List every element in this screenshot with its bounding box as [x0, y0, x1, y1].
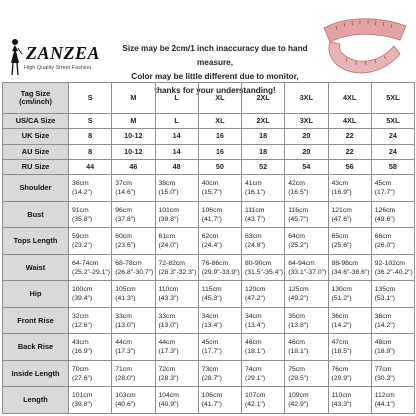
measurement-cell: [69, 307, 112, 334]
inch-value: (41.7"): [201, 215, 222, 223]
cm-value: 47cm: [331, 339, 349, 347]
cm-value: 70cm: [72, 365, 89, 373]
inch-value: (13.0"): [115, 321, 136, 329]
size-cell: M: [112, 83, 155, 114]
cm-value: 46cm: [288, 339, 305, 347]
cm-value: 101cm: [72, 392, 93, 400]
measurement-row: [3, 254, 415, 281]
measurement-row: [3, 175, 415, 202]
inch-value: (13.8"): [288, 321, 309, 329]
measurement-cell: [155, 307, 198, 334]
inch-value: (39.4"): [72, 295, 93, 303]
measurement-cell: [69, 360, 112, 387]
measurement-cell: [328, 307, 371, 334]
cm-value: 45cm: [201, 339, 219, 347]
cm-value: 84-94cm: [288, 259, 315, 267]
inch-value: (42.9"): [288, 401, 309, 409]
row-label: RU Size: [3, 159, 69, 174]
inch-value: (45.3"): [201, 295, 222, 303]
measurement-cell: [328, 175, 371, 202]
measurement-cell: [328, 334, 371, 361]
measurement-cell: [198, 307, 241, 334]
measurement-cell: [155, 281, 198, 308]
measurement-cell: [285, 334, 328, 361]
inch-value: (18.1"): [245, 348, 266, 356]
row-label: UK Size: [3, 129, 69, 144]
brand-logo: [4, 30, 104, 76]
measurement-cell: [198, 228, 241, 255]
inch-value: (53.1"): [374, 295, 395, 303]
size-cell: L: [155, 83, 198, 114]
measurement-row: [3, 201, 415, 228]
row-label: Inside Length: [3, 360, 69, 387]
inch-value: (28.3"): [158, 374, 179, 382]
inch-value: (45.7"): [288, 215, 309, 223]
measurement-cell: [285, 281, 328, 308]
measurement-row: [3, 360, 415, 387]
cm-value: 34cm: [245, 312, 262, 320]
inch-value: (28.3"-32.3"): [158, 268, 197, 276]
cm-value: 59cm: [72, 233, 89, 241]
cm-value: 36cm: [331, 312, 349, 320]
cm-value: 44cm: [115, 339, 132, 347]
measurement-cell: [198, 254, 241, 281]
cm-value: 68-78cm: [115, 259, 142, 267]
measurement-cell: [371, 254, 414, 281]
measurement-cell: [328, 281, 371, 308]
inch-value: (16.1"): [245, 189, 266, 197]
cm-value: 130cm: [331, 286, 352, 294]
cm-value: 46cm: [245, 339, 262, 347]
measurement-cell: [328, 254, 371, 281]
size-cell: 2XL: [242, 113, 285, 128]
size-cell: 52: [242, 159, 285, 174]
inch-value: (12.6"): [72, 321, 93, 329]
inch-value: (28.0"): [115, 374, 136, 382]
measurement-cell: [69, 254, 112, 281]
size-cell: 58: [371, 159, 414, 174]
inch-value: (14.6"): [115, 189, 136, 197]
inch-value: (15.7"): [201, 189, 222, 197]
measurement-row: [3, 387, 415, 414]
size-cell: 2XL: [242, 83, 285, 114]
notice-line: Size may be 2cm/1 inch inaccuracy due to hand measure,: [122, 44, 308, 67]
cm-value: 88-98cm: [331, 259, 358, 267]
cm-value: 110cm: [331, 392, 352, 400]
inch-value: (33.1"-37.0"): [288, 268, 327, 276]
brand-name: ZANZEA: [26, 43, 101, 63]
cm-value: 36cm: [72, 180, 89, 188]
inch-value: (36.2"-40.2"): [374, 268, 413, 276]
size-cell: 3XL: [285, 113, 328, 128]
measurement-cell: [155, 228, 198, 255]
measurement-cell: [69, 228, 112, 255]
size-cell: XL: [198, 83, 241, 114]
cm-value: 44cm: [158, 339, 176, 347]
measurement-cell: [285, 387, 328, 414]
cm-value: 135cm: [374, 286, 396, 294]
cm-value: 115cm: [201, 286, 222, 294]
inch-value: (25.2"): [288, 242, 309, 250]
cm-value: 36cm: [374, 312, 392, 320]
inch-value: (35.8"): [72, 215, 93, 223]
cm-value: 96cm: [115, 206, 132, 214]
inch-value: (42.1"): [245, 401, 266, 409]
measurement-cell: [242, 281, 285, 308]
inch-value: (14.2"): [72, 189, 93, 197]
inch-value: (23.6"): [115, 242, 136, 250]
measurement-cell: [285, 360, 328, 387]
inch-value: (24.0"): [158, 242, 179, 250]
inch-value: (25.2"-29.1"): [72, 268, 111, 276]
size-cell: S: [69, 83, 112, 114]
cm-value: 91cm: [72, 206, 89, 214]
cm-value: 104cm: [158, 392, 179, 400]
measurement-cell: [155, 175, 198, 202]
cm-value: 112cm: [374, 392, 395, 400]
row-label: Length: [3, 387, 69, 414]
cm-value: 103cm: [115, 392, 136, 400]
cm-value: 121cm: [331, 206, 352, 214]
inch-value: (18.9"): [374, 348, 395, 356]
cm-value: 33cm: [115, 312, 132, 320]
size-cell: 24: [371, 129, 414, 144]
inch-value: (17.3"): [158, 348, 179, 356]
size-cell: 22: [328, 129, 371, 144]
cm-value: 38cm: [158, 180, 176, 188]
cm-value: 75cm: [288, 365, 305, 373]
cm-value: 34cm: [201, 312, 219, 320]
measurement-cell: [371, 201, 414, 228]
inch-value: (18.5"): [331, 348, 352, 356]
measurement-cell: [198, 175, 241, 202]
cm-value: 41cm: [245, 180, 262, 188]
measurement-row: [3, 281, 415, 308]
measurement-cell: [371, 307, 414, 334]
row-label: Bust: [3, 201, 69, 228]
cm-value: 60cm: [115, 233, 132, 241]
row-label: US/CA Size: [3, 113, 69, 128]
inch-value: (28.7"): [201, 374, 222, 382]
cm-value: 100cm: [72, 286, 93, 294]
cm-value: 125cm: [288, 286, 309, 294]
row-label: Tops Length: [3, 228, 69, 255]
measurement-cell: [242, 360, 285, 387]
size-row: [3, 129, 415, 144]
inch-value: (14.2"): [374, 321, 395, 329]
measurement-cell: [328, 228, 371, 255]
size-cell: XL: [198, 113, 241, 128]
inch-value: (25.6"): [331, 242, 352, 250]
measurement-row: [3, 334, 415, 361]
measurement-cell: [69, 334, 112, 361]
row-label: AU Size: [3, 144, 69, 159]
inch-value: (41.7"): [201, 401, 222, 409]
inch-value: (29.9"-33.9"): [201, 268, 240, 276]
inch-value: (29.5"): [288, 374, 309, 382]
cm-value: 42cm: [288, 180, 305, 188]
row-label: Tag Size (cm/inch): [3, 83, 69, 114]
cm-value: 101cm: [158, 206, 179, 214]
measurement-cell: [112, 387, 155, 414]
row-label: Back Rise: [3, 334, 69, 361]
size-cell: 24: [371, 144, 414, 159]
row-label: Shoulder: [3, 175, 69, 202]
inch-value: (43.7"): [245, 215, 266, 223]
row-label: Hip: [3, 281, 69, 308]
measurement-cell: [371, 281, 414, 308]
measurement-cell: [328, 201, 371, 228]
inch-value: (29.9"): [331, 374, 352, 382]
size-cell: 56: [328, 159, 371, 174]
measurement-cell: [155, 254, 198, 281]
cm-value: 37cm: [115, 180, 132, 188]
measurement-cell: [198, 281, 241, 308]
size-row: [3, 159, 415, 174]
measurement-cell: [285, 228, 328, 255]
cm-value: 110cm: [158, 286, 179, 294]
cm-value: 35cm: [288, 312, 305, 320]
measurement-cell: [198, 201, 241, 228]
cm-value: 126cm: [374, 206, 396, 214]
measurement-cell: [112, 201, 155, 228]
size-cell: 18: [242, 129, 285, 144]
inch-value: (43.3"): [331, 401, 352, 409]
measurement-cell: [285, 175, 328, 202]
measurement-cell: [371, 228, 414, 255]
size-cell: 5XL: [371, 113, 414, 128]
size-cell: 3XL: [285, 83, 328, 114]
cm-value: 33cm: [158, 312, 176, 320]
measurement-cell: [371, 334, 414, 361]
measurement-cell: [112, 281, 155, 308]
cm-value: 43cm: [331, 180, 349, 188]
size-row: [3, 144, 415, 159]
inch-value: (17.7"): [201, 348, 222, 356]
inch-value: (23.2"): [72, 242, 93, 250]
measurement-cell: [242, 387, 285, 414]
size-cell: 16: [198, 144, 241, 159]
size-cell: 4XL: [328, 83, 371, 114]
cm-value: 106cm: [201, 392, 223, 400]
measurement-cell: [328, 387, 371, 414]
inch-value: (39.8"): [158, 215, 179, 223]
cm-value: 76-86cm: [201, 259, 229, 267]
cm-value: 120cm: [245, 286, 266, 294]
cm-value: 32cm: [72, 312, 89, 320]
measurement-cell: [155, 387, 198, 414]
measurement-cell: [69, 281, 112, 308]
inch-value: (13.4"): [201, 321, 222, 329]
cm-value: 92-102cm: [374, 259, 405, 267]
cm-value: 109cm: [288, 392, 309, 400]
cm-value: 64-74cm: [72, 259, 99, 267]
inch-value: (31.5"-35.4"): [245, 268, 284, 276]
measurement-cell: [285, 201, 328, 228]
size-cell: S: [69, 113, 112, 128]
inch-value: (43.3"): [158, 295, 179, 303]
inch-value: (34.6"-38.6"): [331, 268, 370, 276]
inch-value: (18.1"): [288, 348, 309, 356]
cm-value: 72cm: [158, 365, 176, 373]
cm-value: 66cm: [374, 233, 392, 241]
measuring-tape-icon: [316, 14, 414, 80]
size-cell: 5XL: [371, 83, 414, 114]
brand-tagline: High Quality Street Fashion: [24, 65, 92, 71]
cm-value: 74cm: [245, 365, 262, 373]
cm-value: 107cm: [245, 392, 266, 400]
measurement-cell: [371, 175, 414, 202]
size-row: [3, 83, 415, 114]
inch-value: (51.2"): [331, 295, 352, 303]
measurement-cell: [112, 307, 155, 334]
size-cell: 20: [285, 129, 328, 144]
inch-value: (39.8"): [72, 401, 93, 409]
measurement-cell: [371, 387, 414, 414]
inch-value: (29.1"): [245, 374, 266, 382]
measurement-cell: [155, 201, 198, 228]
measurement-cell: [242, 307, 285, 334]
measurement-cell: [242, 175, 285, 202]
size-cell: 8: [69, 129, 112, 144]
inch-value: (16.5"): [288, 189, 309, 197]
size-cell: L: [155, 113, 198, 128]
cm-value: 72-82cm: [158, 259, 185, 267]
inch-value: (16.9"): [72, 348, 93, 356]
measurement-cell: [69, 175, 112, 202]
inch-value: (17.7"): [374, 189, 395, 197]
size-cell: 16: [198, 129, 241, 144]
inch-value: (13.0"): [158, 321, 179, 329]
measurement-cell: [242, 201, 285, 228]
inch-value: (17.3"): [115, 348, 136, 356]
size-cell: 46: [112, 159, 155, 174]
size-cell: 20: [285, 144, 328, 159]
inch-value: (40.9"): [158, 401, 179, 409]
measurement-cell: [242, 228, 285, 255]
fashion-figure-icon: [6, 38, 24, 76]
cm-value: 61cm: [158, 233, 176, 241]
measurement-cell: [328, 360, 371, 387]
measurement-cell: [112, 360, 155, 387]
inch-value: (24.4"): [201, 242, 222, 250]
notice-line: thanks for your understanding!: [154, 86, 276, 95]
cm-value: 77cm: [374, 365, 392, 373]
row-label: Waist: [3, 254, 69, 281]
measurement-cell: [285, 254, 328, 281]
measurement-cell: [155, 360, 198, 387]
size-cell: 4XL: [328, 113, 371, 128]
size-cell: 14: [155, 129, 198, 144]
cm-value: 40cm: [201, 180, 219, 188]
measurement-cell: [242, 254, 285, 281]
size-cell: 10-12: [112, 129, 155, 144]
measurement-row: [3, 228, 415, 255]
inch-value: (15.0"): [158, 189, 179, 197]
cm-value: 43cm: [72, 339, 89, 347]
inch-value: (37.8"): [115, 215, 136, 223]
inch-value: (47.6"): [331, 215, 352, 223]
measurement-row: [3, 307, 415, 334]
measurement-cell: [112, 228, 155, 255]
size-cell: 48: [155, 159, 198, 174]
measurement-cell: [112, 175, 155, 202]
measurement-cell: [69, 387, 112, 414]
size-cell: 22: [328, 144, 371, 159]
size-cell: M: [112, 113, 155, 128]
measurement-cell: [371, 360, 414, 387]
inch-value: (41.3"): [115, 295, 136, 303]
cm-value: 111cm: [245, 206, 265, 214]
inch-value: (24.8"): [245, 242, 266, 250]
measurement-cell: [155, 334, 198, 361]
inch-value: (14.2"): [331, 321, 352, 329]
cm-value: 71cm: [115, 365, 132, 373]
cm-value: 73cm: [201, 365, 219, 373]
inch-value: (26.0"): [374, 242, 395, 250]
size-cell: 14: [155, 144, 198, 159]
cm-value: 64cm: [288, 233, 305, 241]
cm-value: 80-90cm: [245, 259, 272, 267]
size-cell: 8: [69, 144, 112, 159]
cm-value: 63cm: [245, 233, 262, 241]
notice-line: Color may be little different due to monitor,: [131, 72, 299, 81]
measurement-cell: [198, 360, 241, 387]
measurement-cell: [112, 254, 155, 281]
cm-value: 65cm: [331, 233, 349, 241]
cm-value: 116cm: [288, 206, 309, 214]
cm-value: 48cm: [374, 339, 392, 347]
measurement-cell: [198, 387, 241, 414]
measurement-cell: [69, 201, 112, 228]
size-cell: 18: [242, 144, 285, 159]
measurement-cell: [285, 307, 328, 334]
header: [0, 0, 416, 95]
size-cell: 50: [198, 159, 241, 174]
size-chart-table: [2, 82, 415, 414]
inch-value: (16.9"): [331, 189, 352, 197]
size-cell: 54: [285, 159, 328, 174]
inch-value: (27.6"): [72, 374, 93, 382]
cm-value: 45cm: [374, 180, 392, 188]
size-cell: 10-12: [112, 144, 155, 159]
measurement-cell: [112, 334, 155, 361]
measurement-cell: [242, 334, 285, 361]
cm-value: 76cm: [331, 365, 349, 373]
size-cell: 44: [69, 159, 112, 174]
cm-value: 106cm: [201, 206, 223, 214]
cm-value: 105cm: [115, 286, 136, 294]
inch-value: (47.2"): [245, 295, 266, 303]
inch-value: (40.6"): [115, 401, 136, 409]
inch-value: (49.6"): [374, 215, 395, 223]
inch-value: (13.4"): [245, 321, 266, 329]
inch-value: (49.2"): [288, 295, 309, 303]
row-label: Front Rise: [3, 307, 69, 334]
cm-value: 62cm: [201, 233, 219, 241]
inch-value: (30.3"): [374, 374, 395, 382]
inch-value: (44.1"): [374, 401, 395, 409]
size-row: [3, 113, 415, 128]
measurement-cell: [198, 334, 241, 361]
inch-value: (26.8"-30.7"): [115, 268, 154, 276]
